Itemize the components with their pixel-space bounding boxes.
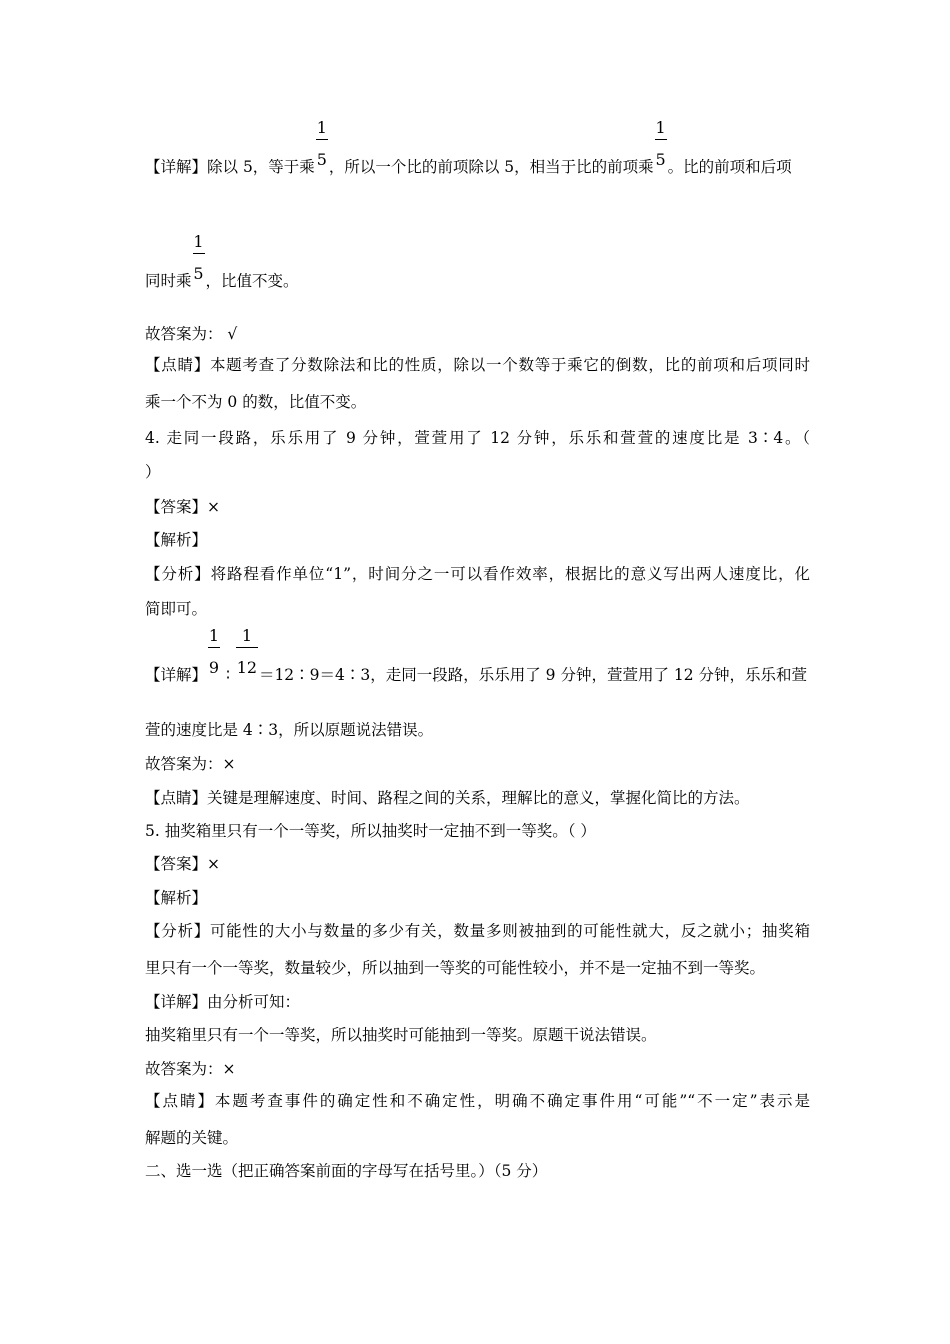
section-heading: 二、选一选（把正确答案前面的字母写在括号里。）（5 分） (145, 1162, 548, 1180)
answer-line-q5: 故答案为：× (145, 1060, 236, 1078)
detail-tag: 【详解】 (145, 158, 208, 176)
question-5: 5. 抽奖箱里只有一个一等奖，所以抽奖时一定抽不到一等奖。（ ） (145, 822, 596, 840)
remark-line-q5: 【点睛】本题考查事件的确定性和不确定性，明确不确定事件用“可能”“不一定”表示是 (145, 1092, 810, 1110)
analysis-line: 【分析】将路程看作单位“1”，时间分之一可以看作效率，根据比的意义写出两人速度比，化 (145, 565, 810, 583)
detail-line-q4-2: 萱的速度比是 4∶3，所以原题说法错误。 (145, 721, 434, 739)
answer-line: 故答案为： √ (145, 325, 238, 343)
detail-line-2: 同时乘 $\frac{1}{5}$ ，比值不变。 (145, 232, 299, 290)
detail-line-q4: 【详解】 $\frac{1}{9}$ ∶ $\frac{1}{12}$ ＝12∶9＝4∶3，走同一段路，乐乐用了 9 分钟，萱萱用了 12 分钟，乐乐和萱 (145, 626, 808, 684)
remark-line: 【点睛】本题考查了分数除法和比的性质，除以一个数等于乘它的倒数，比的前项和后项同时 (145, 356, 810, 374)
remark-line-q4: 【点睛】关键是理解速度、时间、路程之间的关系，理解比的意义，掌握化简比的方法。 (145, 789, 750, 807)
detail-line-q5-2: 抽奖箱里只有一个一等奖，所以抽奖时可能抽到一等奖。原题干说法错误。 (145, 1026, 657, 1044)
remark-line-2: 乘一个不为 0 的数，比值不变。 (145, 393, 367, 411)
analysis-tag-q5: 【解析】 (145, 889, 208, 907)
analysis-line-q5-2: 里只有一个一等奖，数量较少，所以抽到一等奖的可能性较小，并不是一定抽不到一等奖。 (145, 959, 766, 977)
remark-line-q5-2: 解题的关键。 (145, 1129, 239, 1147)
analysis-line-q5: 【分析】可能性的大小与数量的多少有关，数量多则被抽到的可能性就大，反之就小；抽奖箱 (145, 922, 810, 940)
analysis-line-2: 简即可。 (145, 600, 208, 618)
question-4: 4. 走同一段路，乐乐用了 9 分钟，萱萱用了 12 分钟，乐乐和萱萱的速度比是 3∶4。（ (145, 429, 810, 447)
fraction: $\frac{1}{5}$ (655, 118, 666, 169)
analysis-tag: 【解析】 (145, 531, 208, 549)
detail-line-q5: 【详解】由分析可知： (145, 993, 301, 1011)
fraction: $\frac{1}{9}$ (208, 626, 220, 677)
fraction: $\frac{1}{12}$ (236, 626, 258, 677)
answer-tag: 【答案】× (145, 498, 220, 516)
fraction: $\frac{1}{5}$ (316, 118, 327, 169)
answer-tag-q5: 【答案】× (145, 855, 220, 873)
fraction: $\frac{1}{5}$ (193, 232, 204, 283)
answer-line-q4: 故答案为：× (145, 755, 236, 773)
question-4-paren: ） (145, 463, 161, 481)
detail-line-1: 【详解】除以 5，等于乘 $\frac{1}{5}$ ，所以一个比的前项除以 5，相当于比的前项乘 $\frac{1}{5}$ 。比的前项和后项 (145, 118, 792, 176)
